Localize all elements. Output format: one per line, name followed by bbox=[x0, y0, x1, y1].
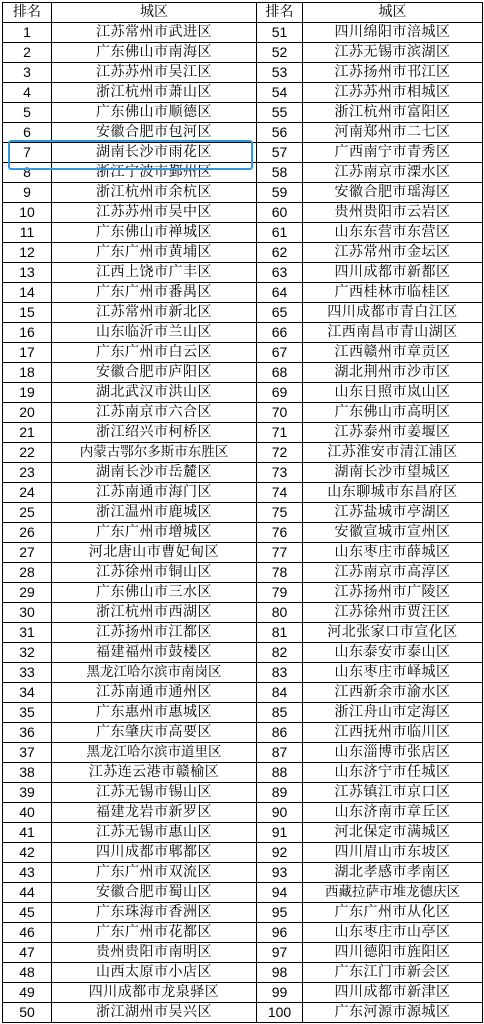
district-cell-right: 江苏泰州市姜堰区 bbox=[303, 423, 483, 443]
rank-cell-left: 16 bbox=[3, 323, 52, 343]
rank-cell-left: 41 bbox=[3, 823, 52, 843]
district-cell-right: 湖北孝感市孝南区 bbox=[303, 863, 483, 883]
header-rank-right: 排名 bbox=[257, 3, 303, 23]
table-row bbox=[3, 783, 483, 803]
table-row bbox=[3, 243, 483, 263]
rank-cell-right: 67 bbox=[257, 343, 303, 363]
rank-cell-right: 70 bbox=[257, 403, 303, 423]
rank-cell-left: 43 bbox=[3, 863, 52, 883]
rank-cell-left: 45 bbox=[3, 903, 52, 923]
district-cell-left: 广东佛山市顺德区 bbox=[52, 103, 257, 123]
rank-cell-right: 90 bbox=[257, 803, 303, 823]
district-cell-right: 山东枣庄市峄城区 bbox=[303, 663, 483, 683]
rank-cell-left: 50 bbox=[3, 1003, 52, 1023]
rank-cell-right: 83 bbox=[257, 663, 303, 683]
rank-cell-right: 93 bbox=[257, 863, 303, 883]
rank-cell-right: 69 bbox=[257, 383, 303, 403]
rank-cell-left: 23 bbox=[3, 463, 52, 483]
table-row bbox=[3, 983, 483, 1003]
table-row bbox=[3, 323, 483, 343]
table-row bbox=[3, 123, 483, 143]
table-row bbox=[3, 503, 483, 523]
district-cell-left: 安徽合肥市蜀山区 bbox=[52, 883, 257, 903]
district-cell-right: 山东日照市岚山区 bbox=[303, 383, 483, 403]
rank-cell-left: 37 bbox=[3, 743, 52, 763]
rank-cell-right: 58 bbox=[257, 163, 303, 183]
district-cell-left: 江苏扬州市江都区 bbox=[52, 623, 257, 643]
district-cell-left: 江西上饶市广丰区 bbox=[52, 263, 257, 283]
rank-cell-right: 51 bbox=[257, 23, 303, 43]
rank-cell-right: 94 bbox=[257, 883, 303, 903]
district-cell-right: 河北保定市满城区 bbox=[303, 823, 483, 843]
table-row bbox=[3, 163, 483, 183]
district-cell-right: 广东河源市源城区 bbox=[303, 1003, 483, 1023]
district-cell-left: 福建龙岩市新罗区 bbox=[52, 803, 257, 823]
table-row bbox=[3, 603, 483, 623]
district-cell-right: 四川成都市新都区 bbox=[303, 263, 483, 283]
table-body bbox=[3, 23, 483, 1023]
district-cell-right: 山东枣庄市薛城区 bbox=[303, 543, 483, 563]
rank-cell-right: 55 bbox=[257, 103, 303, 123]
rank-cell-left: 7 bbox=[3, 143, 52, 163]
district-cell-left: 安徽合肥市包河区 bbox=[52, 123, 257, 143]
district-cell-left: 福建福州市鼓楼区 bbox=[52, 643, 257, 663]
district-cell-left: 江苏常州市武进区 bbox=[52, 23, 257, 43]
district-cell-right: 湖南长沙市望城区 bbox=[303, 463, 483, 483]
table-row bbox=[3, 463, 483, 483]
header-rank-left: 排名 bbox=[3, 3, 52, 23]
district-cell-left: 湖南长沙市岳麓区 bbox=[52, 463, 257, 483]
table-row bbox=[3, 943, 483, 963]
table-row bbox=[3, 623, 483, 643]
table-row bbox=[3, 823, 483, 843]
table-row bbox=[3, 103, 483, 123]
table-row bbox=[3, 283, 483, 303]
district-cell-right: 广东广州市从化区 bbox=[303, 903, 483, 923]
district-cell-right: 浙江杭州市富阳区 bbox=[303, 103, 483, 123]
table-row bbox=[3, 923, 483, 943]
rank-cell-right: 87 bbox=[257, 743, 303, 763]
rank-cell-right: 62 bbox=[257, 243, 303, 263]
district-cell-left: 江苏南京市六合区 bbox=[52, 403, 257, 423]
district-cell-right: 山东聊城市东昌府区 bbox=[303, 483, 483, 503]
district-cell-right: 江苏淮安市清江浦区 bbox=[303, 443, 483, 463]
district-cell-left: 江苏连云港市赣榆区 bbox=[52, 763, 257, 783]
rank-cell-right: 68 bbox=[257, 363, 303, 383]
rank-cell-right: 77 bbox=[257, 543, 303, 563]
table-row bbox=[3, 223, 483, 243]
rank-cell-right: 61 bbox=[257, 223, 303, 243]
table-row bbox=[3, 723, 483, 743]
district-cell-left: 山东临沂市兰山区 bbox=[52, 323, 257, 343]
rank-cell-left: 48 bbox=[3, 963, 52, 983]
table-row bbox=[3, 703, 483, 723]
district-cell-right: 四川眉山市东坡区 bbox=[303, 843, 483, 863]
rank-cell-right: 59 bbox=[257, 183, 303, 203]
rank-cell-right: 92 bbox=[257, 843, 303, 863]
rank-cell-right: 89 bbox=[257, 783, 303, 803]
district-cell-left: 广东广州市黄埔区 bbox=[52, 243, 257, 263]
rank-cell-right: 73 bbox=[257, 463, 303, 483]
district-cell-left: 广东肇庆市高要区 bbox=[52, 723, 257, 743]
rank-cell-left: 12 bbox=[3, 243, 52, 263]
district-cell-right: 江苏盐城市亭湖区 bbox=[303, 503, 483, 523]
rank-cell-right: 100 bbox=[257, 1003, 303, 1023]
rank-cell-right: 86 bbox=[257, 723, 303, 743]
rank-cell-left: 24 bbox=[3, 483, 52, 503]
rank-cell-left: 29 bbox=[3, 583, 52, 603]
rank-cell-left: 47 bbox=[3, 943, 52, 963]
district-cell-left: 广东佛山市三水区 bbox=[52, 583, 257, 603]
table-row bbox=[3, 23, 483, 43]
table-row bbox=[3, 743, 483, 763]
header-district-right: 城区 bbox=[303, 3, 483, 23]
rank-cell-left: 14 bbox=[3, 283, 52, 303]
rank-cell-left: 33 bbox=[3, 663, 52, 683]
table-row bbox=[3, 903, 483, 923]
district-cell-right: 山东淄博市张店区 bbox=[303, 743, 483, 763]
district-cell-right: 江苏苏州市相城区 bbox=[303, 83, 483, 103]
district-cell-left: 浙江杭州市余杭区 bbox=[52, 183, 257, 203]
rank-cell-right: 95 bbox=[257, 903, 303, 923]
table-row bbox=[3, 583, 483, 603]
table-row bbox=[3, 563, 483, 583]
district-cell-right: 山东泰安市泰山区 bbox=[303, 643, 483, 663]
rank-cell-right: 76 bbox=[257, 523, 303, 543]
district-cell-left: 山西太原市小店区 bbox=[52, 963, 257, 983]
rank-cell-left: 35 bbox=[3, 703, 52, 723]
district-cell-left: 浙江宁波市鄞州区 bbox=[52, 163, 257, 183]
rank-cell-left: 22 bbox=[3, 443, 52, 463]
rank-cell-left: 38 bbox=[3, 763, 52, 783]
table-row bbox=[3, 303, 483, 323]
district-cell-left: 江苏常州市新北区 bbox=[52, 303, 257, 323]
rank-cell-left: 5 bbox=[3, 103, 52, 123]
district-cell-right: 江苏徐州市贾汪区 bbox=[303, 603, 483, 623]
rank-cell-right: 91 bbox=[257, 823, 303, 843]
rank-cell-right: 65 bbox=[257, 303, 303, 323]
rank-cell-right: 74 bbox=[257, 483, 303, 503]
rank-cell-left: 40 bbox=[3, 803, 52, 823]
rank-cell-left: 1 bbox=[3, 23, 52, 43]
district-cell-right: 江西抚州市临川区 bbox=[303, 723, 483, 743]
district-cell-right: 江苏南京市溧水区 bbox=[303, 163, 483, 183]
rank-cell-left: 31 bbox=[3, 623, 52, 643]
rank-cell-left: 10 bbox=[3, 203, 52, 223]
table-row bbox=[3, 183, 483, 203]
district-cell-left: 浙江绍兴市柯桥区 bbox=[52, 423, 257, 443]
rank-cell-left: 49 bbox=[3, 983, 52, 1003]
rank-cell-right: 80 bbox=[257, 603, 303, 623]
district-cell-left: 浙江湖州市吴兴区 bbox=[52, 1003, 257, 1023]
rank-cell-right: 75 bbox=[257, 503, 303, 523]
table-row bbox=[3, 683, 483, 703]
district-cell-left: 四川成都市郫都区 bbox=[52, 843, 257, 863]
rank-cell-right: 57 bbox=[257, 143, 303, 163]
table-row bbox=[3, 863, 483, 883]
district-cell-right: 山东济南市章丘区 bbox=[303, 803, 483, 823]
district-cell-right: 江苏扬州市广陵区 bbox=[303, 583, 483, 603]
rank-cell-left: 21 bbox=[3, 423, 52, 443]
rank-cell-right: 56 bbox=[257, 123, 303, 143]
table-row bbox=[3, 543, 483, 563]
district-cell-left: 黑龙江哈尔滨市南岗区 bbox=[52, 663, 257, 683]
table-row bbox=[3, 963, 483, 983]
district-cell-right: 江苏南京市高淳区 bbox=[303, 563, 483, 583]
district-cell-left: 江苏无锡市惠山区 bbox=[52, 823, 257, 843]
district-cell-left: 广东广州市增城区 bbox=[52, 523, 257, 543]
district-cell-left: 浙江杭州市西湖区 bbox=[52, 603, 257, 623]
rank-cell-right: 79 bbox=[257, 583, 303, 603]
district-cell-right: 湖北荆州市沙市区 bbox=[303, 363, 483, 383]
district-cell-right: 山东东营市东营区 bbox=[303, 223, 483, 243]
district-cell-left: 黑龙江哈尔滨市道里区 bbox=[52, 743, 257, 763]
district-cell-right: 贵州贵阳市云岩区 bbox=[303, 203, 483, 223]
district-cell-right: 四川绵阳市涪城区 bbox=[303, 23, 483, 43]
district-cell-left: 广东佛山市南海区 bbox=[52, 43, 257, 63]
district-cell-right: 江西新余市渝水区 bbox=[303, 683, 483, 703]
rank-cell-left: 2 bbox=[3, 43, 52, 63]
rank-cell-left: 8 bbox=[3, 163, 52, 183]
rank-cell-left: 25 bbox=[3, 503, 52, 523]
district-cell-right: 安徽宣城市宣州区 bbox=[303, 523, 483, 543]
district-cell-right: 江西赣州市章贡区 bbox=[303, 343, 483, 363]
table-row bbox=[3, 663, 483, 683]
rank-cell-left: 3 bbox=[3, 63, 52, 83]
district-cell-right: 山东枣庄市山亭区 bbox=[303, 923, 483, 943]
table-row bbox=[3, 203, 483, 223]
district-cell-left: 广东佛山市禅城区 bbox=[52, 223, 257, 243]
rank-cell-right: 71 bbox=[257, 423, 303, 443]
district-cell-right: 西藏拉萨市堆龙德庆区 bbox=[303, 883, 483, 903]
district-cell-right: 河北张家口市宣化区 bbox=[303, 623, 483, 643]
rank-cell-right: 64 bbox=[257, 283, 303, 303]
ranking-table bbox=[2, 2, 483, 1023]
rank-cell-right: 53 bbox=[257, 63, 303, 83]
district-cell-right: 四川成都市青白江区 bbox=[303, 303, 483, 323]
district-cell-right: 广西南宁市青秀区 bbox=[303, 143, 483, 163]
rank-cell-left: 11 bbox=[3, 223, 52, 243]
rank-cell-right: 85 bbox=[257, 703, 303, 723]
district-cell-right: 江苏镇江市京口区 bbox=[303, 783, 483, 803]
rank-cell-left: 19 bbox=[3, 383, 52, 403]
table-row bbox=[3, 803, 483, 823]
table-row bbox=[3, 523, 483, 543]
rank-cell-right: 98 bbox=[257, 963, 303, 983]
district-cell-left: 四川成都市龙泉驿区 bbox=[52, 983, 257, 1003]
district-cell-left: 湖北武汉市洪山区 bbox=[52, 383, 257, 403]
table-row bbox=[3, 483, 483, 503]
table-row bbox=[3, 843, 483, 863]
rank-cell-left: 30 bbox=[3, 603, 52, 623]
district-cell-left: 贵州贵阳市南明区 bbox=[52, 943, 257, 963]
table-row bbox=[3, 143, 483, 163]
district-cell-right: 山东济宁市任城区 bbox=[303, 763, 483, 783]
rank-cell-left: 26 bbox=[3, 523, 52, 543]
table-row bbox=[3, 423, 483, 443]
district-cell-right: 广东佛山市高明区 bbox=[303, 403, 483, 423]
district-cell-left: 广东广州市番禺区 bbox=[52, 283, 257, 303]
table-row bbox=[3, 363, 483, 383]
district-cell-left: 江苏苏州市吴江区 bbox=[52, 63, 257, 83]
rank-cell-right: 82 bbox=[257, 643, 303, 663]
district-cell-left: 广东广州市双流区 bbox=[52, 863, 257, 883]
table-row bbox=[3, 383, 483, 403]
district-cell-left: 江苏南通市通州区 bbox=[52, 683, 257, 703]
table-row bbox=[3, 83, 483, 103]
district-cell-left: 浙江杭州市萧山区 bbox=[52, 83, 257, 103]
rank-cell-left: 27 bbox=[3, 543, 52, 563]
rank-cell-right: 96 bbox=[257, 923, 303, 943]
rank-cell-left: 32 bbox=[3, 643, 52, 663]
rank-cell-left: 4 bbox=[3, 83, 52, 103]
district-cell-left: 浙江温州市鹿城区 bbox=[52, 503, 257, 523]
rank-cell-left: 34 bbox=[3, 683, 52, 703]
rank-cell-left: 9 bbox=[3, 183, 52, 203]
table-row bbox=[3, 343, 483, 363]
rank-cell-right: 81 bbox=[257, 623, 303, 643]
rank-cell-left: 28 bbox=[3, 563, 52, 583]
rank-cell-left: 15 bbox=[3, 303, 52, 323]
rank-cell-left: 6 bbox=[3, 123, 52, 143]
district-cell-right: 安徽合肥市瑶海区 bbox=[303, 183, 483, 203]
district-cell-right: 广西桂林市临桂区 bbox=[303, 283, 483, 303]
rank-cell-left: 20 bbox=[3, 403, 52, 423]
table-row bbox=[3, 443, 483, 463]
rank-cell-right: 72 bbox=[257, 443, 303, 463]
rank-cell-left: 17 bbox=[3, 343, 52, 363]
district-cell-left: 江苏南通市海门区 bbox=[52, 483, 257, 503]
district-cell-left: 江苏无锡市锡山区 bbox=[52, 783, 257, 803]
rank-cell-right: 54 bbox=[257, 83, 303, 103]
table-row bbox=[3, 43, 483, 63]
district-cell-right: 江苏常州市金坛区 bbox=[303, 243, 483, 263]
district-cell-right: 河南郑州市二七区 bbox=[303, 123, 483, 143]
district-cell-left: 内蒙古鄂尔多斯市东胜区 bbox=[52, 443, 257, 463]
rank-cell-left: 39 bbox=[3, 783, 52, 803]
table-row bbox=[3, 1003, 483, 1023]
rank-cell-left: 36 bbox=[3, 723, 52, 743]
district-cell-left: 广东广州市花都区 bbox=[52, 923, 257, 943]
district-cell-left: 湖南长沙市雨花区 bbox=[52, 143, 257, 163]
table-row bbox=[3, 763, 483, 783]
table-header-row bbox=[3, 3, 483, 23]
rank-cell-left: 13 bbox=[3, 263, 52, 283]
district-cell-left: 安徽合肥市庐阳区 bbox=[52, 363, 257, 383]
rank-cell-right: 66 bbox=[257, 323, 303, 343]
rank-cell-right: 63 bbox=[257, 263, 303, 283]
district-cell-left: 河北唐山市曹妃甸区 bbox=[52, 543, 257, 563]
table-row bbox=[3, 643, 483, 663]
rank-cell-left: 18 bbox=[3, 363, 52, 383]
rank-cell-right: 78 bbox=[257, 563, 303, 583]
table-row bbox=[3, 63, 483, 83]
district-cell-right: 浙江舟山市定海区 bbox=[303, 703, 483, 723]
district-cell-left: 广东广州市白云区 bbox=[52, 343, 257, 363]
district-cell-left: 广东珠海市香洲区 bbox=[52, 903, 257, 923]
header-district-left: 城区 bbox=[52, 3, 257, 23]
district-cell-right: 四川成都市新津区 bbox=[303, 983, 483, 1003]
district-cell-left: 江苏苏州市吴中区 bbox=[52, 203, 257, 223]
district-cell-right: 江西南昌市青山湖区 bbox=[303, 323, 483, 343]
rank-cell-left: 44 bbox=[3, 883, 52, 903]
rank-cell-right: 88 bbox=[257, 763, 303, 783]
table-row bbox=[3, 883, 483, 903]
district-cell-left: 江苏徐州市铜山区 bbox=[52, 563, 257, 583]
rank-cell-right: 97 bbox=[257, 943, 303, 963]
rank-cell-left: 46 bbox=[3, 923, 52, 943]
district-cell-right: 广东江门市新会区 bbox=[303, 963, 483, 983]
district-cell-right: 江苏扬州市邗江区 bbox=[303, 63, 483, 83]
table-row bbox=[3, 263, 483, 283]
rank-cell-right: 99 bbox=[257, 983, 303, 1003]
district-cell-right: 江苏无锡市滨湖区 bbox=[303, 43, 483, 63]
rank-cell-right: 60 bbox=[257, 203, 303, 223]
table-row bbox=[3, 403, 483, 423]
rank-cell-left: 42 bbox=[3, 843, 52, 863]
rank-cell-right: 52 bbox=[257, 43, 303, 63]
rank-cell-right: 84 bbox=[257, 683, 303, 703]
district-cell-right: 四川德阳市旌阳区 bbox=[303, 943, 483, 963]
district-cell-left: 广东惠州市惠城区 bbox=[52, 703, 257, 723]
